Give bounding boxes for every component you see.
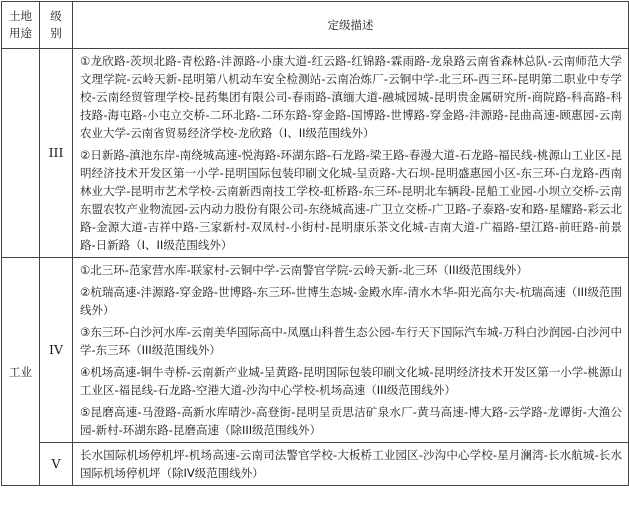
land-grading-table bbox=[1, 1, 629, 486]
table-row-level-3 bbox=[2, 49, 629, 258]
header-land-use-line1: 土地 bbox=[9, 9, 32, 23]
header-row bbox=[2, 2, 629, 49]
description-paragraph: ②杭瑞高速-沣源路-穿金路-世博路-东三环-世博生态城-金殿水库-清水木华-阳光高尔夫-杭瑞高速（III级范围线外） bbox=[80, 285, 622, 317]
level-cell-3: III bbox=[40, 49, 73, 258]
description-paragraph: ①龙欣路-茨坝北路-青松路-沣源路-小康大道-红云路-红锦路-霖雨路-龙泉路云南省森林总队-云南师范大学文理学院-云岭天新-昆明第八机动车安全检测站-云南冶炼厂-云铜中学-北三环-西三环-昆明第二职业中专学校-云南经贸管理学校-昆药集团有限公司-春雨路-滇缅大道-融城园城-昆明贵金属研究所-商院路-科高路-科技路-海屯路-小屯立交桥-二环北路-二环东路-穿金路-国博路-世博路-穿金路-沣源路-昆曲高速-顾惠园-云南农业大学-云南省贸易经济学校-龙欣路（I、II级范围线外） bbox=[80, 54, 622, 140]
table-row-level-5 bbox=[2, 443, 629, 486]
header-description: 定级描述 bbox=[73, 2, 629, 49]
header-land-use bbox=[2, 2, 40, 49]
description-paragraph: ②日新路-滇池东岸-南绕城高速-悦海路-环湖东路-石龙路-梁王路-春漫大道-石龙路-福民线-桃源山工业区-昆明经济技术开发区第一小学-昆明国际包装印刷文化城-呈贡路-大石坝-昆明盛惠园小区-东三环-白龙路-西南林业大学-昆明市艺术学校-云南新西南技工学校-虹桥路-东三环-昆明北车辆段-昆船工业园-小坝立交桥-云南东盟农牧产业物流园-云内动力股份有限公司-东绕城高速-广卫立交桥-广卫路-子泰路-安和路-星耀路-彩云北路-金源大道-吉祥中路-三家新村-双凤村-小街村-昆明康乐茶文化城-吉南大道-广福路-望江路-前旺路-前景路-日新路（I、II级范围线外） bbox=[80, 148, 622, 252]
description-paragraph: ④机场高速-铜牛寺桥-云南新产业城-呈黄路-昆明国际包装印刷文化城-昆明经济技术开发区第一小学-桃源山工业区-福昆线-石龙路-空港大道-沙沟中心学校-机场高速（III级范围线外） bbox=[80, 365, 622, 397]
description-paragraph: 长水国际机场停机坪-机场高速-云南司法警官学校-大板桥工业园区-沙沟中心学校-星月澜湾-长水航城-长水国际机场停机坪（除IV级范围线外） bbox=[80, 448, 622, 480]
description-paragraph: ③东三环-白沙河水库-云南美华国际高中-凤凰山科普生态公园-车行天下国际汽车城-万科白沙润园-白沙河中学-东三环（III级范围线外） bbox=[80, 325, 622, 357]
land-use-cell-industrial: 工业 bbox=[2, 258, 40, 486]
description-paragraph: ①北三环-范家营水库-联家村-云铜中学-云南警官学院-云岭天新-北三环（III级范围线外） bbox=[80, 263, 528, 277]
header-level-line1: 级 bbox=[50, 9, 62, 23]
level-cell-5: V bbox=[40, 443, 73, 486]
table-row-level-4 bbox=[2, 258, 629, 443]
level-cell-4: IV bbox=[40, 258, 73, 443]
header-land-use-line2: 用途 bbox=[9, 26, 32, 40]
description-cell-level-5 bbox=[73, 443, 629, 486]
description-paragraph: ⑤昆磨高速-马澄路-高新水库晴沙-高登街-昆明呈贡思洁矿泉水厂-黄马高速-博大路-云学路-龙谭街-大渔公园-新村-环湖东路-昆磨高速（除III级范围线外） bbox=[80, 405, 622, 437]
description-cell-level-4 bbox=[73, 258, 629, 443]
description-cell-level-3 bbox=[73, 49, 629, 258]
land-use-cell-empty bbox=[2, 49, 40, 258]
header-level bbox=[40, 2, 73, 49]
header-level-line2: 别 bbox=[50, 26, 62, 40]
